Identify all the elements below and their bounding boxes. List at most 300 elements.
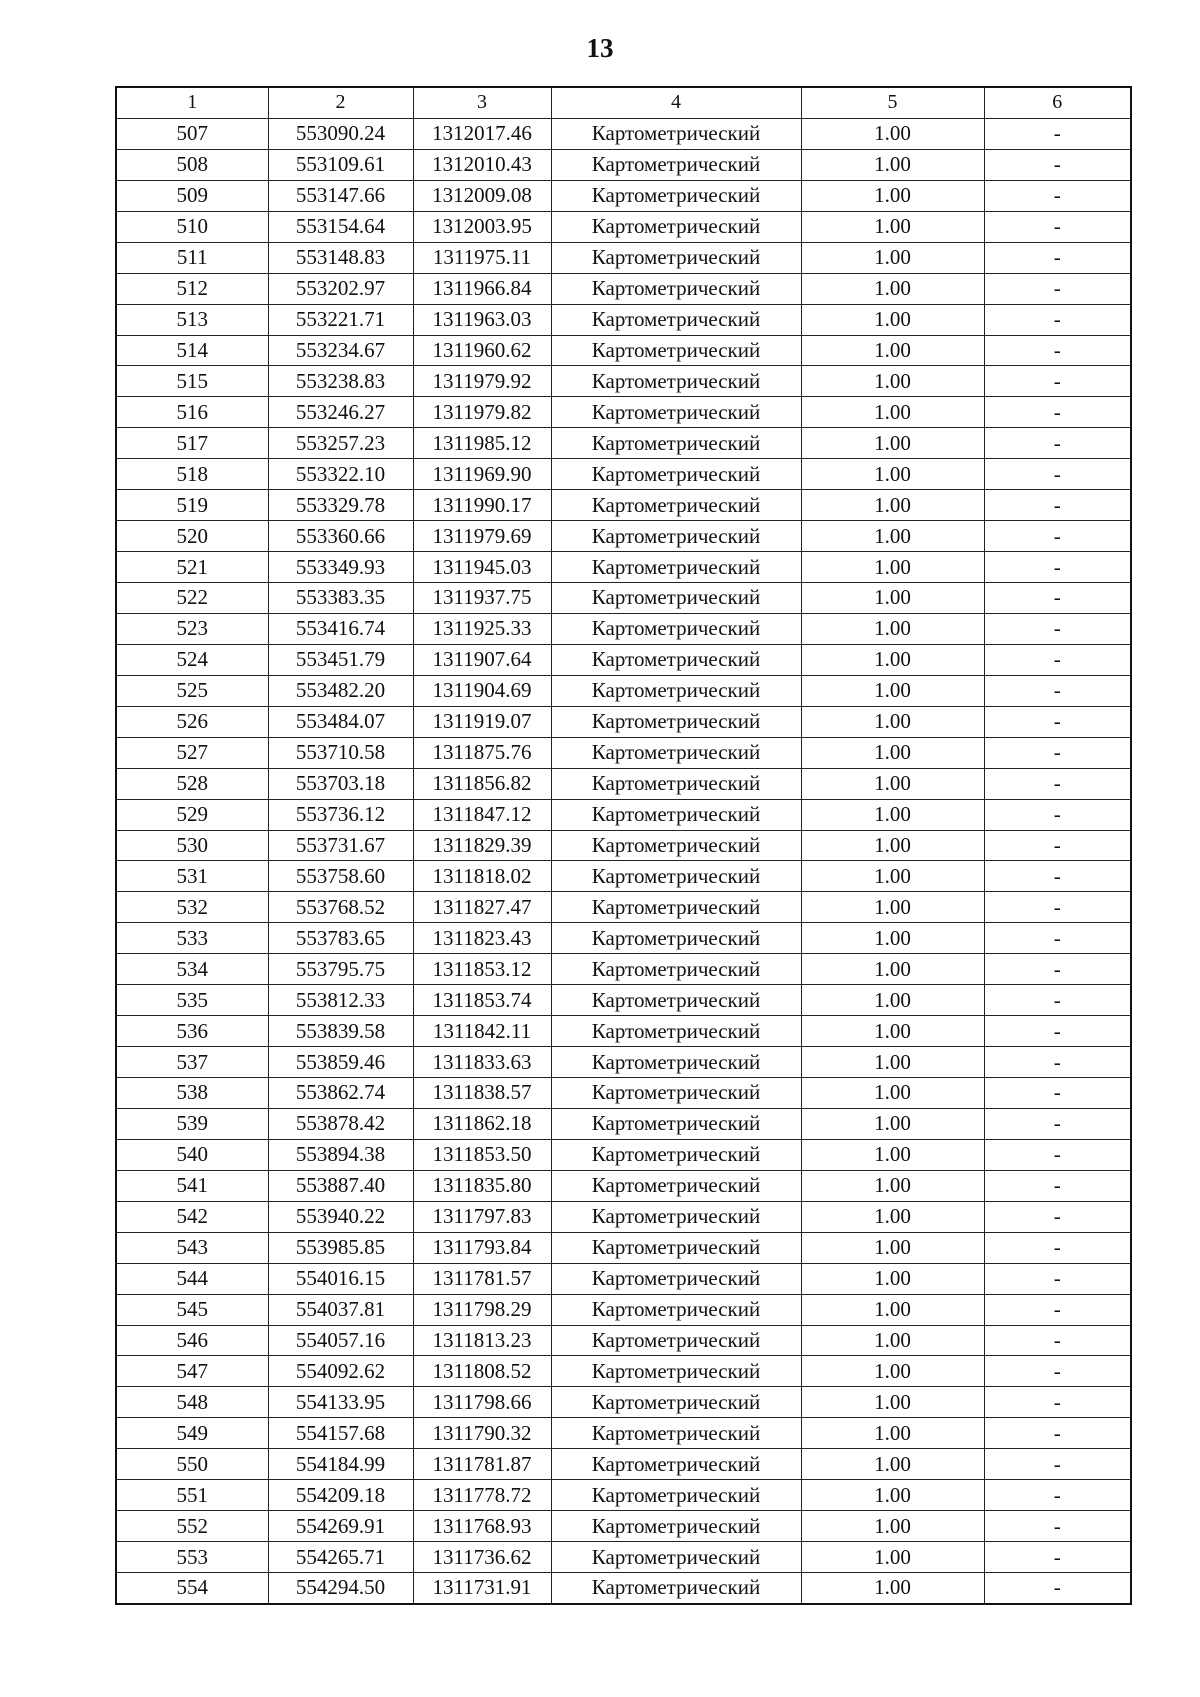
description-cell: - [984, 1263, 1131, 1294]
point-number-cell: 551 [116, 1480, 268, 1511]
method-cell: Картометрический [551, 1418, 801, 1449]
description-cell: - [984, 923, 1131, 954]
x-coordinate-cell: 553360.66 [268, 521, 413, 552]
y-coordinate-cell: 1311833.63 [413, 1047, 551, 1078]
method-cell: Картометрический [551, 583, 801, 614]
x-coordinate-cell: 553710.58 [268, 737, 413, 768]
accuracy-cell: 1.00 [801, 273, 984, 304]
method-cell: Картометрический [551, 335, 801, 366]
header-row [116, 87, 1131, 118]
accuracy-cell: 1.00 [801, 830, 984, 861]
y-coordinate-cell: 1311979.69 [413, 521, 551, 552]
description-cell: - [984, 366, 1131, 397]
table-row [116, 1356, 1131, 1387]
description-cell: - [984, 799, 1131, 830]
x-coordinate-cell: 554133.95 [268, 1387, 413, 1418]
y-coordinate-cell: 1311969.90 [413, 459, 551, 490]
x-coordinate-cell: 554269.91 [268, 1511, 413, 1542]
point-number-cell: 553 [116, 1542, 268, 1573]
accuracy-cell: 1.00 [801, 490, 984, 521]
accuracy-cell: 1.00 [801, 768, 984, 799]
accuracy-cell: 1.00 [801, 1263, 984, 1294]
table-row [116, 830, 1131, 861]
x-coordinate-cell: 553703.18 [268, 768, 413, 799]
x-coordinate-cell: 554184.99 [268, 1449, 413, 1480]
point-number-cell: 541 [116, 1170, 268, 1201]
point-number-cell: 538 [116, 1078, 268, 1109]
accuracy-cell: 1.00 [801, 149, 984, 180]
table-row [116, 1016, 1131, 1047]
page-number: 13 [586, 33, 614, 63]
y-coordinate-cell: 1311818.02 [413, 861, 551, 892]
method-cell: Картометрический [551, 1232, 801, 1263]
x-coordinate-cell: 553238.83 [268, 366, 413, 397]
point-number-cell: 537 [116, 1047, 268, 1078]
description-cell: - [984, 1232, 1131, 1263]
description-cell: - [984, 149, 1131, 180]
method-cell: Картометрический [551, 1511, 801, 1542]
method-cell: Картометрический [551, 675, 801, 706]
method-cell: Картометрический [551, 1449, 801, 1480]
method-cell: Картометрический [551, 861, 801, 892]
description-cell: - [984, 1108, 1131, 1139]
description-cell: - [984, 1573, 1131, 1604]
accuracy-cell: 1.00 [801, 1387, 984, 1418]
description-cell: - [984, 335, 1131, 366]
accuracy-cell: 1.00 [801, 1170, 984, 1201]
x-coordinate-cell: 553795.75 [268, 954, 413, 985]
point-number-cell: 543 [116, 1232, 268, 1263]
x-coordinate-cell: 553768.52 [268, 892, 413, 923]
point-number-cell: 530 [116, 830, 268, 861]
x-coordinate-cell: 553758.60 [268, 861, 413, 892]
x-coordinate-cell: 553736.12 [268, 799, 413, 830]
y-coordinate-cell: 1311798.29 [413, 1294, 551, 1325]
point-number-cell: 547 [116, 1356, 268, 1387]
x-coordinate-cell: 553322.10 [268, 459, 413, 490]
y-coordinate-cell: 1311856.82 [413, 768, 551, 799]
table-row [116, 1232, 1131, 1263]
y-coordinate-cell: 1311907.64 [413, 644, 551, 675]
description-cell: - [984, 211, 1131, 242]
y-coordinate-cell: 1311919.07 [413, 706, 551, 737]
method-cell: Картометрический [551, 1387, 801, 1418]
point-number-cell: 534 [116, 954, 268, 985]
point-number-cell: 531 [116, 861, 268, 892]
y-coordinate-cell: 1311798.66 [413, 1387, 551, 1418]
table-row [116, 1573, 1131, 1604]
description-cell: - [984, 428, 1131, 459]
point-number-cell: 532 [116, 892, 268, 923]
accuracy-cell: 1.00 [801, 1511, 984, 1542]
y-coordinate-cell: 1311904.69 [413, 675, 551, 706]
y-coordinate-cell: 1311835.80 [413, 1170, 551, 1201]
description-cell: - [984, 304, 1131, 335]
table-row [116, 211, 1131, 242]
y-coordinate-cell: 1311768.93 [413, 1511, 551, 1542]
description-cell: - [984, 1016, 1131, 1047]
accuracy-cell: 1.00 [801, 1449, 984, 1480]
accuracy-cell: 1.00 [801, 1356, 984, 1387]
description-cell: - [984, 768, 1131, 799]
point-number-cell: 508 [116, 149, 268, 180]
table-row [116, 242, 1131, 273]
y-coordinate-cell: 1311778.72 [413, 1480, 551, 1511]
point-number-cell: 526 [116, 706, 268, 737]
description-cell: - [984, 1418, 1131, 1449]
y-coordinate-cell: 1312009.08 [413, 180, 551, 211]
accuracy-cell: 1.00 [801, 644, 984, 675]
description-cell: - [984, 1325, 1131, 1356]
description-cell: - [984, 521, 1131, 552]
description-cell: - [984, 706, 1131, 737]
accuracy-cell: 1.00 [801, 1078, 984, 1109]
x-coordinate-cell: 553484.07 [268, 706, 413, 737]
description-cell: - [984, 118, 1131, 149]
y-coordinate-cell: 1312003.95 [413, 211, 551, 242]
description-cell: - [984, 273, 1131, 304]
accuracy-cell: 1.00 [801, 1047, 984, 1078]
x-coordinate-cell: 553257.23 [268, 428, 413, 459]
description-cell: - [984, 861, 1131, 892]
accuracy-cell: 1.00 [801, 552, 984, 583]
table-row [116, 861, 1131, 892]
x-coordinate-cell: 553887.40 [268, 1170, 413, 1201]
accuracy-cell: 1.00 [801, 211, 984, 242]
point-number-cell: 549 [116, 1418, 268, 1449]
method-cell: Картометрический [551, 180, 801, 211]
point-number-cell: 518 [116, 459, 268, 490]
point-number-cell: 554 [116, 1573, 268, 1604]
description-cell: - [984, 1542, 1131, 1573]
point-number-cell: 519 [116, 490, 268, 521]
point-number-cell: 514 [116, 335, 268, 366]
description-cell: - [984, 1449, 1131, 1480]
y-coordinate-cell: 1311793.84 [413, 1232, 551, 1263]
accuracy-cell: 1.00 [801, 366, 984, 397]
method-cell: Картометрический [551, 799, 801, 830]
method-cell: Картометрический [551, 1078, 801, 1109]
x-coordinate-cell: 553878.42 [268, 1108, 413, 1139]
y-coordinate-cell: 1311853.12 [413, 954, 551, 985]
description-cell: - [984, 1294, 1131, 1325]
description-cell: - [984, 242, 1131, 273]
y-coordinate-cell: 1311823.43 [413, 923, 551, 954]
y-coordinate-cell: 1311963.03 [413, 304, 551, 335]
x-coordinate-cell: 553482.20 [268, 675, 413, 706]
y-coordinate-cell: 1311937.75 [413, 583, 551, 614]
x-coordinate-cell: 553383.35 [268, 583, 413, 614]
table-row [116, 335, 1131, 366]
accuracy-cell: 1.00 [801, 1480, 984, 1511]
point-number-cell: 511 [116, 242, 268, 273]
table-row [116, 149, 1131, 180]
description-cell: - [984, 613, 1131, 644]
point-number-cell: 512 [116, 273, 268, 304]
table-row [116, 1078, 1131, 1109]
table-row [116, 1542, 1131, 1573]
description-cell: - [984, 1356, 1131, 1387]
description-cell: - [984, 1139, 1131, 1170]
table-row [116, 1201, 1131, 1232]
y-coordinate-cell: 1311813.23 [413, 1325, 551, 1356]
table-row [116, 1511, 1131, 1542]
y-coordinate-cell: 1311731.91 [413, 1573, 551, 1604]
accuracy-cell: 1.00 [801, 737, 984, 768]
point-number-cell: 525 [116, 675, 268, 706]
point-number-cell: 510 [116, 211, 268, 242]
y-coordinate-cell: 1311945.03 [413, 552, 551, 583]
point-number-cell: 522 [116, 583, 268, 614]
column-header: 1 [116, 87, 268, 118]
x-coordinate-cell: 553894.38 [268, 1139, 413, 1170]
accuracy-cell: 1.00 [801, 923, 984, 954]
accuracy-cell: 1.00 [801, 613, 984, 644]
table-body [116, 118, 1131, 1604]
table-row [116, 490, 1131, 521]
method-cell: Картометрический [551, 428, 801, 459]
y-coordinate-cell: 1311862.18 [413, 1108, 551, 1139]
column-header: 6 [984, 87, 1131, 118]
description-cell: - [984, 459, 1131, 490]
method-cell: Картометрический [551, 768, 801, 799]
point-number-cell: 552 [116, 1511, 268, 1542]
method-cell: Картометрический [551, 1139, 801, 1170]
accuracy-cell: 1.00 [801, 706, 984, 737]
accuracy-cell: 1.00 [801, 428, 984, 459]
description-cell: - [984, 1511, 1131, 1542]
table-row [116, 1139, 1131, 1170]
y-coordinate-cell: 1311990.17 [413, 490, 551, 521]
accuracy-cell: 1.00 [801, 1108, 984, 1139]
x-coordinate-cell: 553416.74 [268, 613, 413, 644]
y-coordinate-cell: 1311736.62 [413, 1542, 551, 1573]
point-number-cell: 523 [116, 613, 268, 644]
description-cell: - [984, 892, 1131, 923]
column-header: 2 [268, 87, 413, 118]
method-cell: Картометрический [551, 552, 801, 583]
table-row [116, 583, 1131, 614]
table-row [116, 1418, 1131, 1449]
point-number-cell: 520 [116, 521, 268, 552]
description-cell: - [984, 675, 1131, 706]
point-number-cell: 516 [116, 397, 268, 428]
point-number-cell: 509 [116, 180, 268, 211]
accuracy-cell: 1.00 [801, 1232, 984, 1263]
y-coordinate-cell: 1311875.76 [413, 737, 551, 768]
x-coordinate-cell: 553839.58 [268, 1016, 413, 1047]
table-row [116, 366, 1131, 397]
table-row [116, 304, 1131, 335]
point-number-cell: 521 [116, 552, 268, 583]
x-coordinate-cell: 553109.61 [268, 149, 413, 180]
table-row [116, 1108, 1131, 1139]
x-coordinate-cell: 554037.81 [268, 1294, 413, 1325]
method-cell: Картометрический [551, 1108, 801, 1139]
description-cell: - [984, 830, 1131, 861]
accuracy-cell: 1.00 [801, 892, 984, 923]
x-coordinate-cell: 553090.24 [268, 118, 413, 149]
accuracy-cell: 1.00 [801, 1016, 984, 1047]
y-coordinate-cell: 1311853.74 [413, 985, 551, 1016]
x-coordinate-cell: 553862.74 [268, 1078, 413, 1109]
method-cell: Картометрический [551, 830, 801, 861]
x-coordinate-cell: 553202.97 [268, 273, 413, 304]
accuracy-cell: 1.00 [801, 1201, 984, 1232]
description-cell: - [984, 1078, 1131, 1109]
x-coordinate-cell: 554265.71 [268, 1542, 413, 1573]
method-cell: Картометрический [551, 706, 801, 737]
accuracy-cell: 1.00 [801, 954, 984, 985]
point-number-cell: 550 [116, 1449, 268, 1480]
table-row [116, 799, 1131, 830]
accuracy-cell: 1.00 [801, 459, 984, 490]
x-coordinate-cell: 553451.79 [268, 644, 413, 675]
description-cell: - [984, 552, 1131, 583]
y-coordinate-cell: 1311797.83 [413, 1201, 551, 1232]
accuracy-cell: 1.00 [801, 1325, 984, 1356]
table-row [116, 768, 1131, 799]
y-coordinate-cell: 1311781.87 [413, 1449, 551, 1480]
accuracy-cell: 1.00 [801, 397, 984, 428]
accuracy-cell: 1.00 [801, 861, 984, 892]
table-row [116, 180, 1131, 211]
method-cell: Картометрический [551, 1480, 801, 1511]
description-cell: - [984, 1047, 1131, 1078]
method-cell: Картометрический [551, 1573, 801, 1604]
x-coordinate-cell: 553783.65 [268, 923, 413, 954]
y-coordinate-cell: 1312017.46 [413, 118, 551, 149]
x-coordinate-cell: 553147.66 [268, 180, 413, 211]
method-cell: Картометрический [551, 304, 801, 335]
point-number-cell: 544 [116, 1263, 268, 1294]
method-cell: Картометрический [551, 118, 801, 149]
point-number-cell: 535 [116, 985, 268, 1016]
x-coordinate-cell: 554092.62 [268, 1356, 413, 1387]
method-cell: Картометрический [551, 644, 801, 675]
accuracy-cell: 1.00 [801, 242, 984, 273]
accuracy-cell: 1.00 [801, 118, 984, 149]
method-cell: Картометрический [551, 1047, 801, 1078]
description-cell: - [984, 1201, 1131, 1232]
method-cell: Картометрический [551, 1542, 801, 1573]
y-coordinate-cell: 1311808.52 [413, 1356, 551, 1387]
method-cell: Картометрический [551, 397, 801, 428]
method-cell: Картометрический [551, 954, 801, 985]
table-row [116, 644, 1131, 675]
method-cell: Картометрический [551, 273, 801, 304]
table-row [116, 428, 1131, 459]
x-coordinate-cell: 553812.33 [268, 985, 413, 1016]
table-row [116, 675, 1131, 706]
method-cell: Картометрический [551, 211, 801, 242]
description-cell: - [984, 1480, 1131, 1511]
y-coordinate-cell: 1311838.57 [413, 1078, 551, 1109]
method-cell: Картометрический [551, 613, 801, 644]
description-cell: - [984, 737, 1131, 768]
table-row [116, 521, 1131, 552]
table-header [116, 87, 1131, 118]
point-number-cell: 513 [116, 304, 268, 335]
x-coordinate-cell: 553859.46 [268, 1047, 413, 1078]
table-row [116, 1294, 1131, 1325]
description-cell: - [984, 490, 1131, 521]
description-cell: - [984, 180, 1131, 211]
table-row [116, 985, 1131, 1016]
x-coordinate-cell: 553154.64 [268, 211, 413, 242]
point-number-cell: 527 [116, 737, 268, 768]
table-row [116, 892, 1131, 923]
description-cell: - [984, 1387, 1131, 1418]
y-coordinate-cell: 1311985.12 [413, 428, 551, 459]
y-coordinate-cell: 1311966.84 [413, 273, 551, 304]
accuracy-cell: 1.00 [801, 1294, 984, 1325]
y-coordinate-cell: 1311781.57 [413, 1263, 551, 1294]
method-cell: Картометрический [551, 521, 801, 552]
method-cell: Картометрический [551, 1170, 801, 1201]
point-number-cell: 533 [116, 923, 268, 954]
accuracy-cell: 1.00 [801, 583, 984, 614]
table-row [116, 273, 1131, 304]
point-number-cell: 517 [116, 428, 268, 459]
table-row [116, 1480, 1131, 1511]
x-coordinate-cell: 553731.67 [268, 830, 413, 861]
x-coordinate-cell: 553329.78 [268, 490, 413, 521]
description-cell: - [984, 985, 1131, 1016]
point-number-cell: 539 [116, 1108, 268, 1139]
x-coordinate-cell: 554016.15 [268, 1263, 413, 1294]
x-coordinate-cell: 553148.83 [268, 242, 413, 273]
method-cell: Картометрический [551, 1263, 801, 1294]
y-coordinate-cell: 1311790.32 [413, 1418, 551, 1449]
table-row [116, 1387, 1131, 1418]
point-number-cell: 548 [116, 1387, 268, 1418]
table-row [116, 552, 1131, 583]
method-cell: Картометрический [551, 149, 801, 180]
x-coordinate-cell: 554057.16 [268, 1325, 413, 1356]
accuracy-cell: 1.00 [801, 675, 984, 706]
y-coordinate-cell: 1311827.47 [413, 892, 551, 923]
accuracy-cell: 1.00 [801, 180, 984, 211]
table-row [116, 613, 1131, 644]
accuracy-cell: 1.00 [801, 1418, 984, 1449]
column-header: 5 [801, 87, 984, 118]
x-coordinate-cell: 553234.67 [268, 335, 413, 366]
method-cell: Картометрический [551, 1016, 801, 1047]
point-number-cell: 536 [116, 1016, 268, 1047]
x-coordinate-cell: 553221.71 [268, 304, 413, 335]
point-number-cell: 524 [116, 644, 268, 675]
x-coordinate-cell: 554157.68 [268, 1418, 413, 1449]
table-row [116, 1449, 1131, 1480]
method-cell: Картометрический [551, 985, 801, 1016]
method-cell: Картометрический [551, 737, 801, 768]
method-cell: Картометрический [551, 366, 801, 397]
y-coordinate-cell: 1312010.43 [413, 149, 551, 180]
y-coordinate-cell: 1311847.12 [413, 799, 551, 830]
point-number-cell: 546 [116, 1325, 268, 1356]
table-row [116, 1170, 1131, 1201]
column-header: 4 [551, 87, 801, 118]
method-cell: Картометрический [551, 1325, 801, 1356]
table-row [116, 1263, 1131, 1294]
table-row [116, 459, 1131, 490]
y-coordinate-cell: 1311925.33 [413, 613, 551, 644]
y-coordinate-cell: 1311853.50 [413, 1139, 551, 1170]
description-cell: - [984, 397, 1131, 428]
table-row [116, 737, 1131, 768]
table-row [116, 954, 1131, 985]
